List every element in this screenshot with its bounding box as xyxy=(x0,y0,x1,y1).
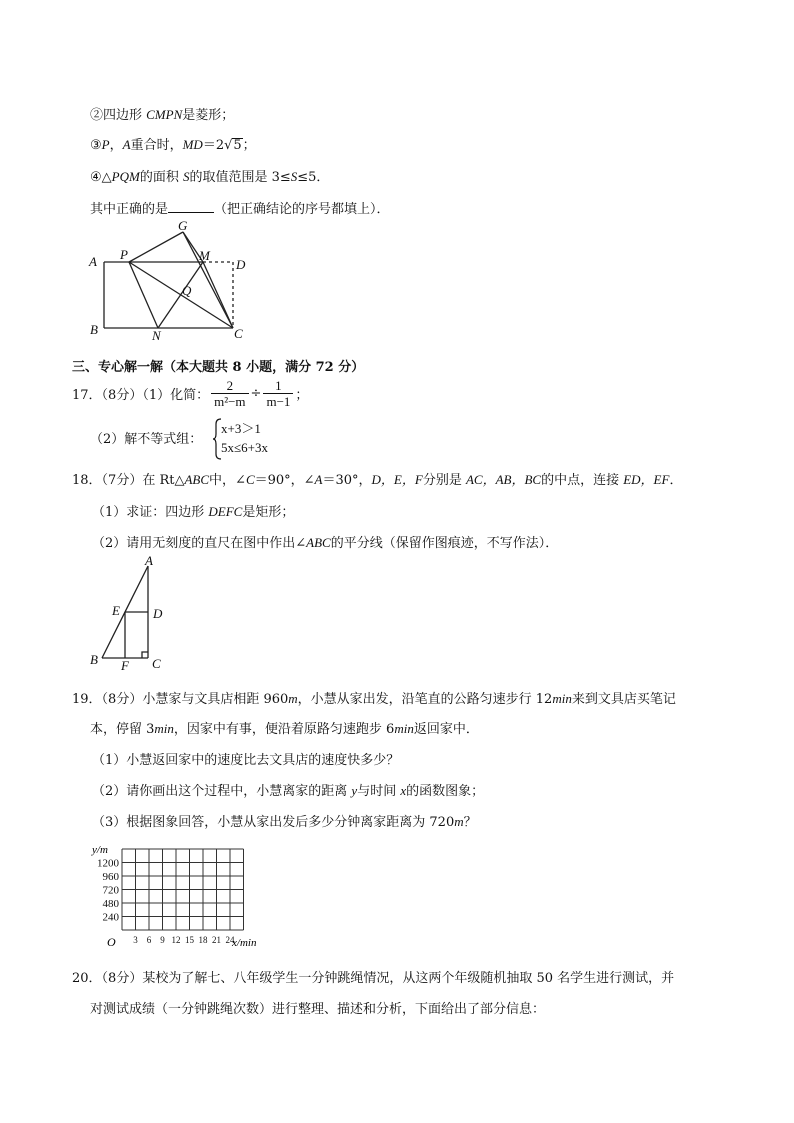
y-tick-label: 240 xyxy=(102,911,119,924)
x-tick-label: 6 xyxy=(146,935,152,945)
x-tick-label: 18 xyxy=(198,935,208,945)
q17-part1: 17．（8分）（1）化简： $\frac{2}{\text{m²−m}}$ ÷ $\frac{1}{m-1}$ ； xyxy=(72,378,309,409)
label-M: M xyxy=(199,248,210,263)
q18-stem: 18．（7分）在 Rt△ABC中，∠C＝90°，∠A＝30°，D，E，F分别是 AC，AB，BC的中点，连接 ED，EF． xyxy=(72,472,683,488)
q19-part1: （1）小慧返回家中的速度比去文具店的速度快多少？ xyxy=(92,753,400,768)
q19-part3: （3）根据图象回答，小慧从家出发后多少分钟离家距离为 720m？ xyxy=(92,814,477,830)
section-title: 三、专心解一解（本大题共 8 小题，满分 72 分） xyxy=(72,360,365,375)
q20-line2: 对测试成绩（一分钟跳绳次数）进行整理、描述和分析，下面给出了部分信息： xyxy=(90,1002,546,1017)
y-tick-label: 720 xyxy=(102,884,119,897)
label-G: G xyxy=(178,218,188,233)
inequality-1: x+3＞1 xyxy=(221,421,261,436)
x-tick-label: 9 xyxy=(160,935,165,945)
q20-line1: 20．（8分）某校为了解七、八年级学生一分钟跳绳情况，从这两个年级随机抽取 50 名学生进行测试，并 xyxy=(72,971,675,986)
label-F: F xyxy=(121,658,129,672)
label-B: B xyxy=(90,652,98,667)
label-C: C xyxy=(234,326,243,341)
fraction-1-over-m-1: $\frac{1}{m-1}$ xyxy=(263,378,293,409)
q18-part1: （1）求证：四边形 DEFC是矩形； xyxy=(92,504,295,520)
y-tick-label: 960 xyxy=(102,871,119,883)
x-tick-label: 12 xyxy=(171,935,181,945)
inequality-2: 5x≤6+3x xyxy=(221,440,268,455)
label-C: C xyxy=(152,656,161,671)
q19-stem-line1: 19．（8分）小慧家与文具店相距 960m，小慧从家出发，沿笔直的公路匀速步行 12min来到文具店买笔记 xyxy=(72,691,676,707)
q19-stem-line2: 本，停留 3min，因家中有事，便沿着原路匀速跑步 6min返回家中． xyxy=(90,721,479,737)
q19-part2: （2）请你画出这个过程中，小慧离家的距离 y与时间 x的函数图象； xyxy=(92,783,485,799)
origin-label: O xyxy=(107,935,116,949)
statement-4: ④△PQM的面积 S的取值范围是 3≤S≤5． xyxy=(90,169,330,185)
label-P: P xyxy=(120,247,128,262)
q19-coordinate-grid xyxy=(86,840,276,952)
seg-PG xyxy=(129,232,183,262)
label-D: D xyxy=(236,257,246,272)
statement-3: ③P，A重合时，MD＝2√5； xyxy=(90,137,256,153)
q18-part2: （2）请用无刻度的直尺在图中作出∠ABC的平分线（保留作图痕迹，不写作法）． xyxy=(92,535,559,551)
x-axis-label: x/min xyxy=(232,937,257,949)
label-A: A xyxy=(89,254,97,269)
y-tick-label: 1200 xyxy=(97,857,119,870)
fraction-2-over-m2-m: $\frac{2}{\text{m²−m}}$ xyxy=(211,378,248,409)
triangle-figure xyxy=(86,552,176,672)
label-D: D xyxy=(153,606,163,621)
statement-2: ②四边形 CMPN是菱形； xyxy=(90,107,235,123)
label-E: E xyxy=(112,603,120,618)
label-N: N xyxy=(152,328,161,342)
q17-part2: （2）解不等式组： xyxy=(90,432,203,447)
x-tick-label: 3 xyxy=(133,935,138,945)
x-tick-label: 21 xyxy=(212,935,221,945)
y-tick-label: 480 xyxy=(102,898,119,910)
right-angle-mark xyxy=(142,652,148,658)
label-A: A xyxy=(145,553,153,568)
sqrt-symbol: √ xyxy=(224,138,233,153)
label-Q: Q xyxy=(182,283,192,298)
answer-prompt: 其中正确的是 （把正确结论的序号都填上）． xyxy=(90,202,390,217)
answer-blank[interactable] xyxy=(168,200,214,213)
x-tick-label: 15 xyxy=(185,935,194,945)
y-axis-label: y/m xyxy=(92,844,108,856)
rectangle-figure xyxy=(86,218,256,342)
label-B: B xyxy=(90,322,98,337)
x-tick-label: 24 xyxy=(225,935,235,945)
